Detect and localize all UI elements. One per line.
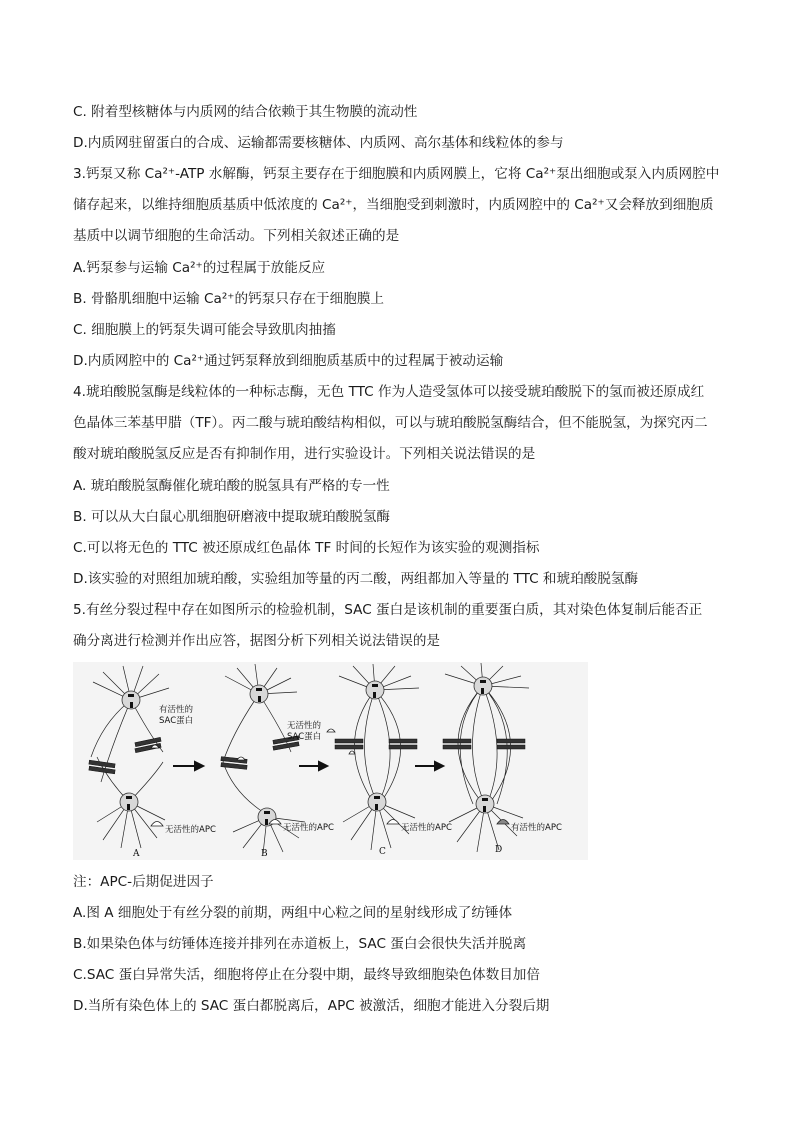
option-2c: C. 附着型核糖体与内质网的结合依赖于其生物膜的流动性: [73, 104, 418, 120]
chromosome-pair: [135, 737, 161, 752]
figure-note: 注：APC-后期促进因子: [73, 874, 214, 890]
panel-label-c: C: [379, 847, 386, 857]
option-3a: A.钙泵参与运输 Ca²⁺的过程属于放能反应: [73, 260, 326, 276]
apc-label-a: 无活性的APC: [165, 825, 216, 835]
question-5-line-1: 5.有丝分裂过程中存在如图所示的检验机制，SAC 蛋白是该机制的重要蛋白质，其对染色体复制后能否正: [73, 602, 703, 618]
question-4-line-3: 酸对琥珀酸脱氢反应是否有抑制作用，进行实验设计。下列相关说法错误的是: [73, 446, 536, 462]
option-2d: D.内质网驻留蛋白的合成、运输都需要核糖体、内质网、高尔基体和线粒体的参与: [73, 135, 564, 151]
option-5b: B.如果染色体与纺锤体连接并排列在赤道板上，SAC 蛋白会很快失活并脱离: [73, 936, 527, 952]
chromosome-pair: [335, 739, 363, 749]
option-3b: B. 骨骼肌细胞中运输 Ca²⁺的钙泵只存在于细胞膜上: [73, 291, 385, 307]
option-5d: D.当所有染色体上的 SAC 蛋白都脱离后，APC 被激活，细胞才能进入分裂后期: [73, 998, 550, 1014]
option-3c: C. 细胞膜上的钙泵失调可能会导致肌肉抽搐: [73, 322, 336, 338]
option-4b: B. 可以从大白鼠心肌细胞研磨液中提取琥珀酸脱氢酶: [73, 509, 391, 525]
mitosis-checkpoint-figure: [73, 662, 588, 860]
option-3d: D.内质网腔中的 Ca²⁺通过钙泵释放到细胞质基质中的过程属于被动运输: [73, 353, 504, 369]
apc-label-d: 有活性的APC: [511, 823, 562, 833]
question-4-line-1: 4.琥珀酸脱氢酶是线粒体的一种标志酶，无色 TTC 作为人造受氢体可以接受琥珀酸脱下的氢而被还原成红: [73, 384, 705, 400]
question-5-line-2: 确分离进行检测并作出应答，据图分析下列相关说法错误的是: [73, 633, 441, 649]
inactive-sac-label-1: 无活性的: [287, 721, 322, 731]
chromosome-pair: [389, 739, 417, 749]
question-4-line-2: 色晶体三苯基甲腊（TF）。丙二酸与琥珀酸结构相似，可以与琥珀酸脱氢酶结合，但不能脱氢，为探究丙二: [73, 415, 708, 431]
apc-label-c: 无活性的APC: [401, 823, 452, 833]
active-sac-label-1: 有活性的: [159, 705, 194, 715]
option-5a: A.图 A 细胞处于有丝分裂的前期，两组中心粒之间的星射线形成了纺锤体: [73, 905, 513, 921]
question-3-line-2: 储存起来，以维持细胞质基质中低浓度的 Ca²⁺，当细胞受到刺激时，内质网腔中的 Ca²⁺又会释放到细胞质: [73, 197, 714, 213]
panel-label-d: D: [495, 845, 503, 855]
option-4d: D.该实验的对照组加琥珀酸，实验组加等量的丙二酸，两组都加入等量的 TTC 和琥珀酸脱氢酶: [73, 571, 639, 587]
option-4c: C.可以将无色的 TTC 被还原成红色晶体 TF 时间的长短作为该实验的观测指标: [73, 540, 540, 556]
option-5c: C.SAC 蛋白异常失活，细胞将停止在分裂中期，最终导致细胞染色体数目加倍: [73, 967, 540, 983]
option-4a: A. 琥珀酸脱氢酶催化琥珀酸的脱氢具有严格的专一性: [73, 478, 390, 494]
question-3-line-3: 基质中以调节细胞的生命活动。下列相关叙述正确的是: [73, 228, 400, 244]
chromosome-pair: [443, 739, 471, 749]
chromosome-pair: [497, 739, 525, 749]
apc-label-b: 无活性的APC: [283, 823, 334, 833]
panel-label-b: B: [261, 849, 268, 859]
active-sac-label-2: SAC蛋白: [159, 716, 194, 726]
inactive-sac-label-2: SAC蛋白: [287, 732, 322, 742]
question-3-line-1: 3.钙泵又称 Ca²⁺-ATP 水解酶，钙泵主要存在于细胞膜和内质网膜上，它将 Ca²⁺泵出细胞或泵入内质网腔中: [73, 166, 720, 182]
panel-label-a: A: [133, 849, 140, 859]
